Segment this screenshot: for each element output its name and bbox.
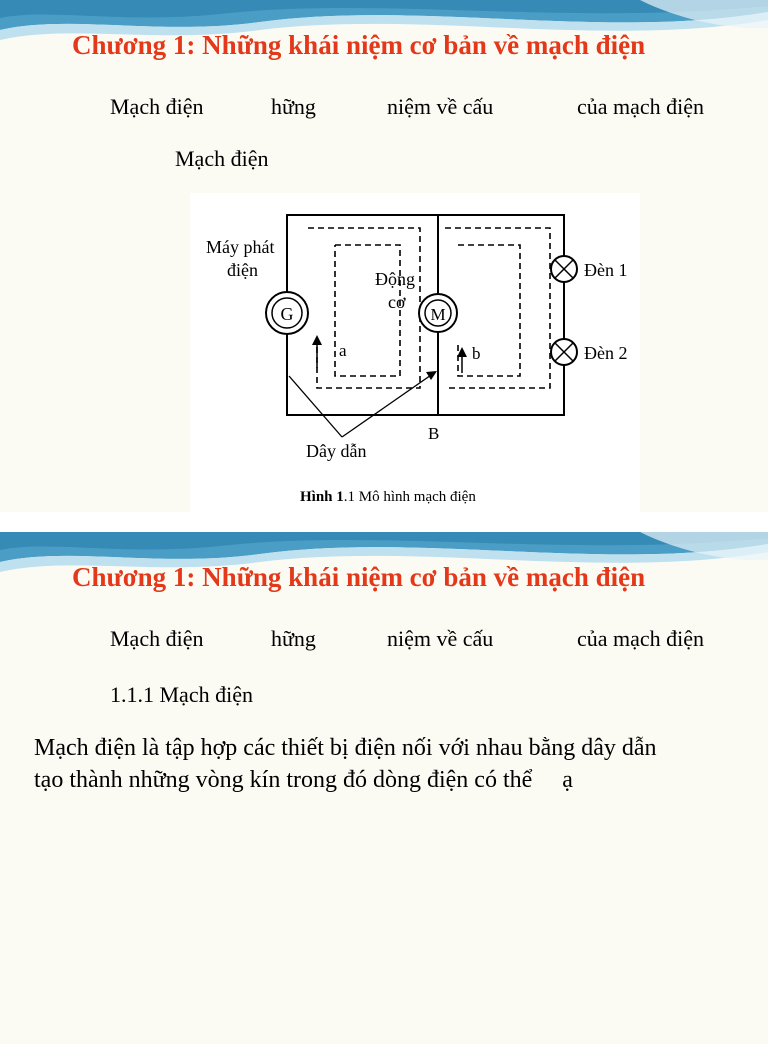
- slide-title: Chương 1: Những khái niệm cơ bản về mạch điện: [72, 30, 646, 60]
- motor-label-line1: Động: [375, 269, 415, 289]
- arrow-a-head: [312, 335, 322, 345]
- motor-letter: M: [430, 305, 446, 324]
- figure-caption-rest: .1 Mô hình mạch điện: [343, 489, 476, 505]
- point-b-label: B: [428, 424, 440, 443]
- definition-line-2: tạo thành những vòng kín trong đó dòng điện có thể ạ: [34, 767, 573, 793]
- generator-letter: G: [280, 304, 294, 324]
- slide-1: [0, 0, 768, 512]
- loop-a-label: a: [339, 341, 347, 360]
- generator-label-line2: điện: [227, 260, 258, 280]
- motor-label-line2: cơ: [388, 292, 406, 312]
- current-loop-b-inner: [458, 245, 520, 376]
- subsection-heading: Mạch điện: [175, 146, 269, 171]
- wire-pointer-left: [289, 376, 342, 437]
- section-part-1: Mạch điện: [110, 94, 204, 119]
- loop-b-label: b: [472, 344, 481, 363]
- section-part-2: hững: [271, 626, 316, 651]
- figure-caption-bold: Hình 1: [300, 489, 344, 505]
- definition-paragraph: [34, 732, 754, 796]
- wire-pointer-right: [342, 373, 434, 437]
- lamp-1-label: Đèn 1: [584, 260, 628, 280]
- slide-title: Chương 1: Những khái niệm cơ bản về mạch điện: [72, 562, 646, 592]
- subsection-heading: 1.1.1 Mạch điện: [110, 682, 253, 707]
- definition-line-1: Mạch điện là tập hợp các thiết bị điện nối với nhau bằng dây dẫn: [34, 735, 657, 761]
- wire-label: Dây dẫn: [306, 441, 367, 461]
- slide-2: [0, 532, 768, 1044]
- section-part-2: hững: [271, 94, 316, 119]
- section-part-4: của mạch điện: [577, 94, 705, 119]
- section-part-3: niệm về cấu: [387, 94, 494, 119]
- figure-caption: [300, 489, 476, 505]
- current-loop-b-outer: [445, 228, 550, 388]
- circuit-diagram: [190, 193, 640, 512]
- section-part-1: Mạch điện: [110, 626, 204, 651]
- section-part-4: của mạch điện: [577, 626, 705, 651]
- section-part-3: niệm về cấu: [387, 626, 494, 651]
- circuit-diagram-figure: [190, 193, 640, 512]
- lamp-2-label: Đèn 2: [584, 343, 628, 363]
- generator-label-line1: Máy phát: [206, 237, 275, 257]
